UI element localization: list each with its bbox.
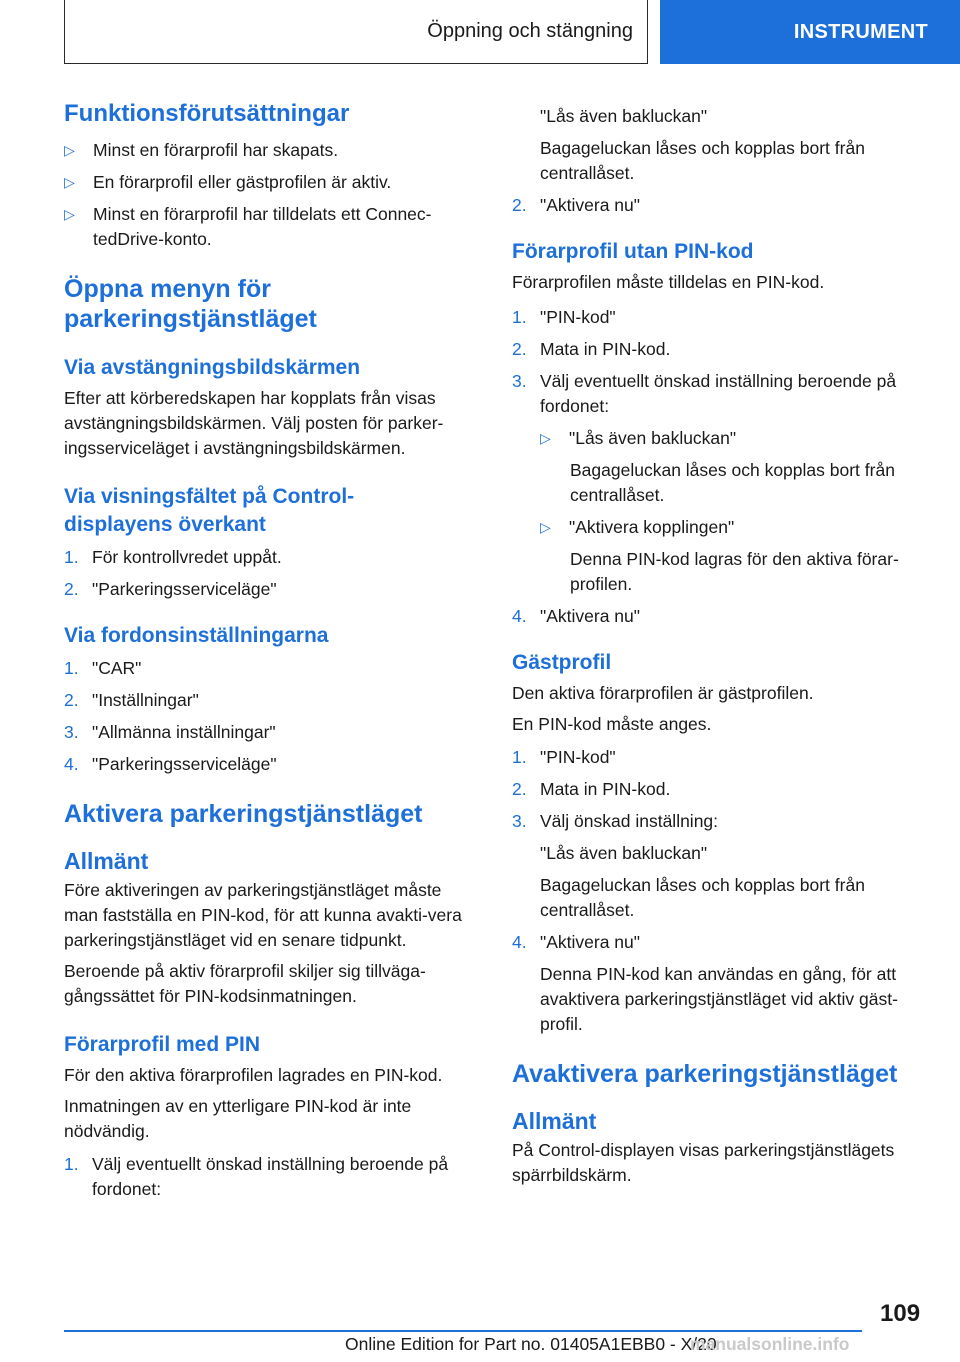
via-settings-heading: Via fordonsinställningarna (64, 624, 329, 647)
paragraph: På Control-displayen visas parkeringstjänstlägets spärrbildskärm. (512, 1140, 895, 1185)
list-item: 1. "PIN-kod" (512, 747, 616, 767)
list-item: 4. "Aktivera nu" (512, 932, 640, 952)
list-item: 2. "Parkeringsserviceläge" (64, 579, 277, 599)
list-item: 2. "Inställningar" (64, 690, 199, 710)
option-label: "Lås även bakluckan" (540, 843, 708, 863)
paragraph: Före aktiveringen av parkeringstjänstläget måste man fastställa en PIN-kod, för att kunna avakti‐vera parkeringstjänstläget vid en senare tidpunkt. (64, 880, 462, 950)
list-item: 2. Mata in PIN-kod. (512, 779, 671, 799)
option-label: "Lås även bakluckan" (540, 106, 708, 126)
list-item: 4. "Parkeringsserviceläge" (64, 754, 277, 774)
triangle-bullet-icon: ▷ (540, 519, 551, 535)
list-item: 3. Välj önskad inställning: (512, 811, 719, 831)
list-item: 2. Mata in PIN-kod. (512, 339, 671, 359)
triangle-bullet-icon: ▷ (64, 206, 75, 222)
no-pin-heading: Förarprofil utan PIN-kod (512, 240, 754, 263)
requirements-heading: Funktionsförutsättningar (64, 100, 350, 127)
footer-divider (64, 1330, 862, 1332)
option-description: Bagageluckan låses och kopplas bort från centrallåset. (570, 460, 895, 505)
list-item: ▷ Minst en förarprofil har tilldelats ett Connec‐ tedDrive-konto. (64, 202, 479, 252)
sub-list-item: ▷ "Lås även bakluckan" (512, 426, 932, 451)
via-display-heading: Via visningsfältet på Control‐ displayens överkant (64, 485, 355, 536)
triangle-bullet-icon: ▷ (540, 430, 551, 446)
chapter-tab[interactable]: INSTRUMENT (660, 0, 960, 64)
list-item: 3. "Allmänna inställningar" (64, 722, 276, 742)
activate-heading: Aktivera parkeringstjänstläget (64, 800, 423, 828)
list-item: 2. "Aktivera nu" (512, 195, 640, 215)
paragraph: Inmatningen av en ytterligare PIN-kod är inte nödvändig. (64, 1096, 412, 1141)
triangle-bullet-icon: ▷ (64, 174, 75, 190)
section-title: Öppning och stängning (64, 0, 648, 64)
list-item: 1. "CAR" (64, 658, 142, 678)
list-item: 1. För kontrollvredet uppåt. (64, 547, 282, 567)
paragraph: För den aktiva förarprofilen lagrades en PIN-kod. (64, 1065, 443, 1085)
guest-profile-heading: Gästprofil (512, 651, 612, 674)
via-off-screen-heading: Via avstängningsbildskärmen (64, 356, 361, 379)
edition-text: Online Edition for Part no. 01405A1EBB0 - X/20 (345, 1334, 717, 1354)
option-description: Denna PIN-kod kan användas en gång, för att avaktivera parkeringstjänstläget vid aktiv gäst‐profil. (540, 964, 898, 1034)
list-item: ▷ En förarprofil eller gästprofilen är aktiv. (64, 170, 479, 195)
sub-list-item: ▷ "Aktivera kopplingen" (512, 515, 932, 540)
list-item: ▷ Minst en förarprofil har skapats. (64, 138, 479, 163)
general-heading: Allmänt (64, 848, 149, 874)
page-number: 109 (880, 1300, 921, 1327)
list-item: 1. Välj eventuellt önskad inställning beroende på fordonet: (64, 1154, 449, 1199)
paragraph: Beroende på aktiv förarprofil skiljer sig tillväga‐gångssättet för PIN-kodsinmatningen. (64, 961, 426, 1006)
right-column (512, 104, 932, 1188)
paragraph: Förarprofilen måste tilldelas en PIN-kod. (512, 272, 825, 292)
watermark: manualsonline.info (690, 1334, 850, 1354)
option-description: Bagageluckan låses och kopplas bort från centrallåset. (540, 138, 865, 183)
list-item: 3. Välj eventuellt önskad inställning beroende på fordonet: (512, 371, 897, 416)
paragraph: En PIN-kod måste anges. (512, 714, 712, 734)
deactivate-heading: Avaktivera parkeringstjänstläget (512, 1060, 898, 1088)
option-description: Denna PIN-kod lagras för den aktiva förar‐profilen. (570, 549, 899, 594)
open-menu-heading: Öppna menyn för parkeringstjänstläget (64, 275, 317, 333)
pin-profile-heading: Förarprofil med PIN (64, 1033, 261, 1056)
triangle-bullet-icon: ▷ (64, 142, 75, 158)
paragraph: Efter att körberedskapen har kopplats från visas avstängningsbildskärmen. Välj posten för parker‐ingsserviceläget i avstängningsbildskärmen. (64, 388, 444, 458)
list-item: 4. "Aktivera nu" (512, 606, 640, 626)
left-column (64, 98, 479, 1202)
option-description: Bagageluckan låses och kopplas bort från centrallåset. (540, 875, 865, 920)
paragraph: Den aktiva förarprofilen är gästprofilen. (512, 683, 814, 703)
general-heading: Allmänt (512, 1108, 597, 1134)
list-item: 1. "PIN-kod" (512, 307, 616, 327)
